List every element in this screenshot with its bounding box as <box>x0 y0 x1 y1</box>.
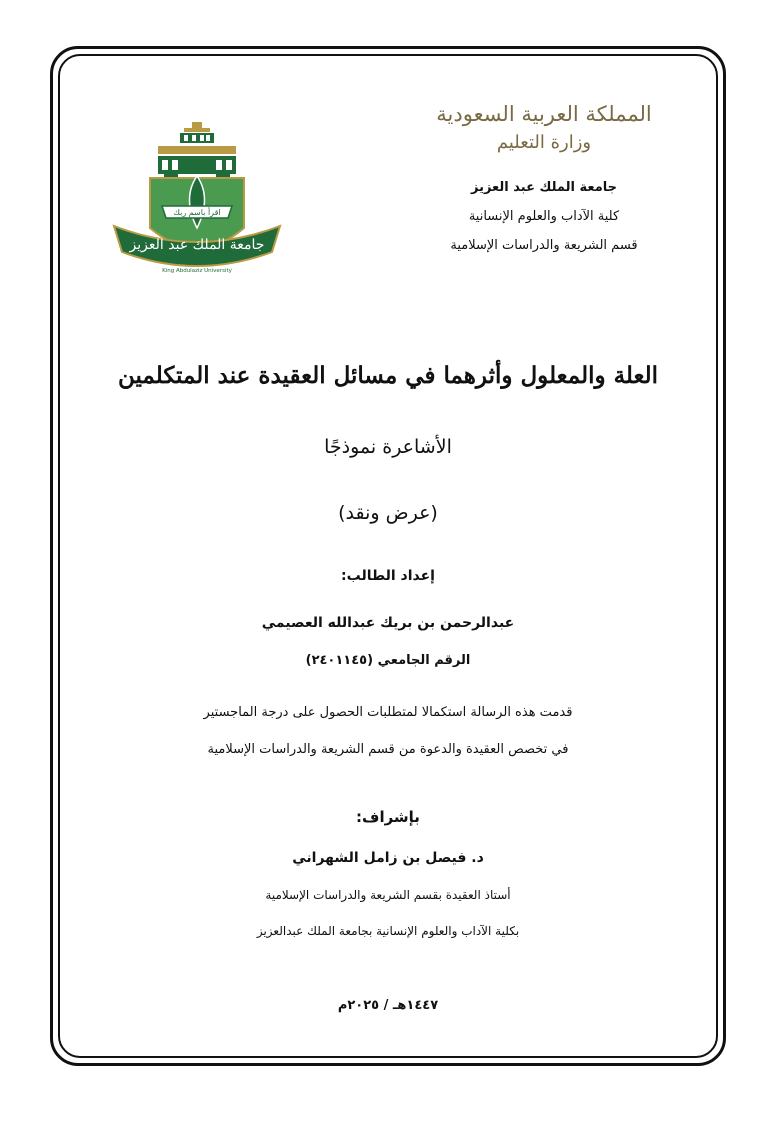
kingdom-name: المملكة العربية السعودية <box>436 102 652 126</box>
institution-header <box>414 100 674 253</box>
thesis-statement-line-1: قدمت هذه الرسالة استكمالا لمتطلبات الحصول على درجة الماجستير <box>203 705 573 720</box>
supervisor-title-line-1: أستاذ العقيدة بقسم الشريعة والدراسات الإسلامية <box>265 888 511 902</box>
university-name: جامعة الملك عبد العزيز <box>471 180 617 195</box>
document-title: العلة والمعلول وأثرهما في مسائل العقيدة عند المتكلمين <box>117 362 659 389</box>
thesis-statement-line-2: في تخصص العقيدة والدعوة من قسم الشريعة والدراسات الإسلامية <box>207 742 569 757</box>
document-date: ١٤٤٧هـ / ٢٠٢٥م <box>337 998 439 1013</box>
logo-motto: اقرأ باسم ربك <box>173 208 221 217</box>
supervision-label: بإشراف: <box>356 808 420 826</box>
department-name: قسم الشريعة والدراسات الإسلامية <box>450 238 638 253</box>
prepared-by-label: إعداد الطالب: <box>341 568 435 584</box>
student-name: عبدالرحمن بن بريك عبدالله العصيمي <box>261 615 515 631</box>
logo-motto-ribbon <box>162 206 232 218</box>
university-logo <box>112 118 282 283</box>
document-note: (عرض ونقد) <box>338 502 438 524</box>
logo-english-name: King Abdulaziz University <box>162 268 232 274</box>
college-name: كلية الآداب والعلوم الإنسانية <box>468 209 620 224</box>
document-subtitle: الأشاعرة نموذجًا <box>324 436 452 458</box>
student-id: الرقم الجامعي (٢٤٠١١٤٥) <box>305 653 471 668</box>
ministry-name: وزارة التعليم <box>496 132 592 153</box>
supervisor-title-line-2: بكلية الآداب والعلوم الإنسانية بجامعة الملك عبدالعزيز <box>256 924 520 938</box>
logo-arabic-name: جامعة الملك عبد العزيز <box>129 237 265 253</box>
supervisor-name: د. فيصل بن زامل الشهراني <box>292 850 484 866</box>
